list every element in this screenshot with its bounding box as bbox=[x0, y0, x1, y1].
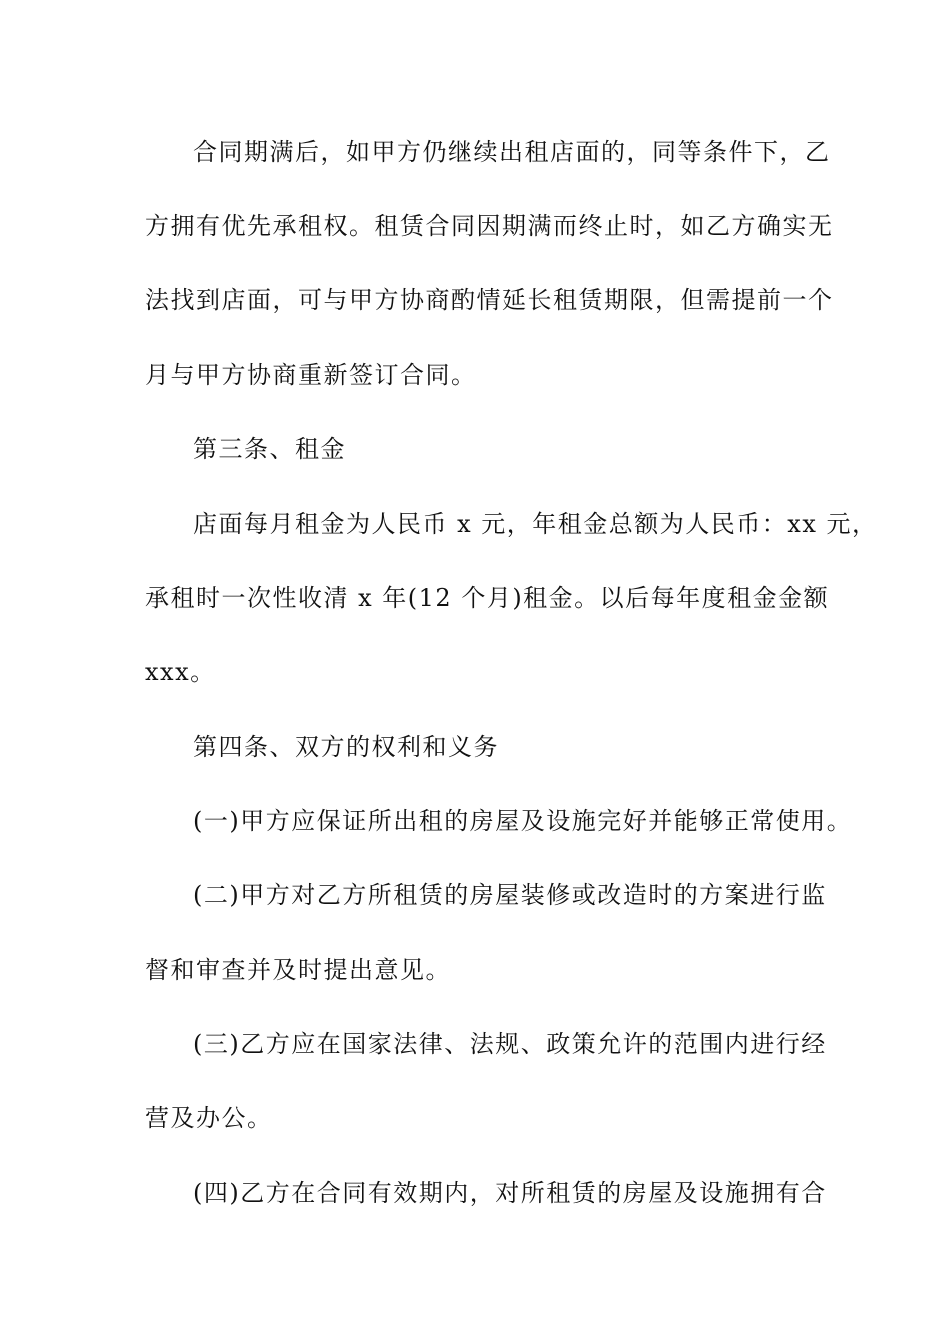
paragraph-line: 合同期满后，如甲方仍继续出租店面的，同等条件下，乙 bbox=[193, 138, 831, 166]
section-heading: 第四条、双方的权利和义务 bbox=[193, 733, 499, 761]
paragraph-line: 店面每月租金为人民币 x 元，年租金总额为人民币：xx 元， bbox=[193, 510, 878, 538]
list-item-line: (四)乙方在合同有效期内，对所租赁的房屋及设施拥有合 bbox=[193, 1179, 827, 1207]
list-item-line: 营及办公。 bbox=[145, 1104, 273, 1132]
paragraph-line: xxx。 bbox=[145, 658, 216, 686]
paragraph-line: 承租时一次性收清 x 年(12 个月)租金。以后每年度租金金额 bbox=[145, 584, 830, 612]
list-item-line: 督和审查并及时提出意见。 bbox=[145, 956, 451, 984]
list-item-line: (二)甲方对乙方所租赁的房屋装修或改造时的方案进行监 bbox=[193, 881, 827, 909]
list-item-line: (三)乙方应在国家法律、法规、政策允许的范围内进行经 bbox=[193, 1030, 827, 1058]
list-item-line: (一)甲方应保证所出租的房屋及设施完好并能够正常使用。 bbox=[193, 807, 853, 835]
paragraph-line: 法找到店面，可与甲方协商酌情延长租赁期限，但需提前一个 bbox=[145, 286, 834, 314]
paragraph-line: 方拥有优先承租权。租赁合同因期满而终止时，如乙方确实无 bbox=[145, 212, 834, 240]
paragraph-line: 月与甲方协商重新签订合同。 bbox=[145, 361, 477, 389]
section-heading: 第三条、租金 bbox=[193, 435, 346, 463]
